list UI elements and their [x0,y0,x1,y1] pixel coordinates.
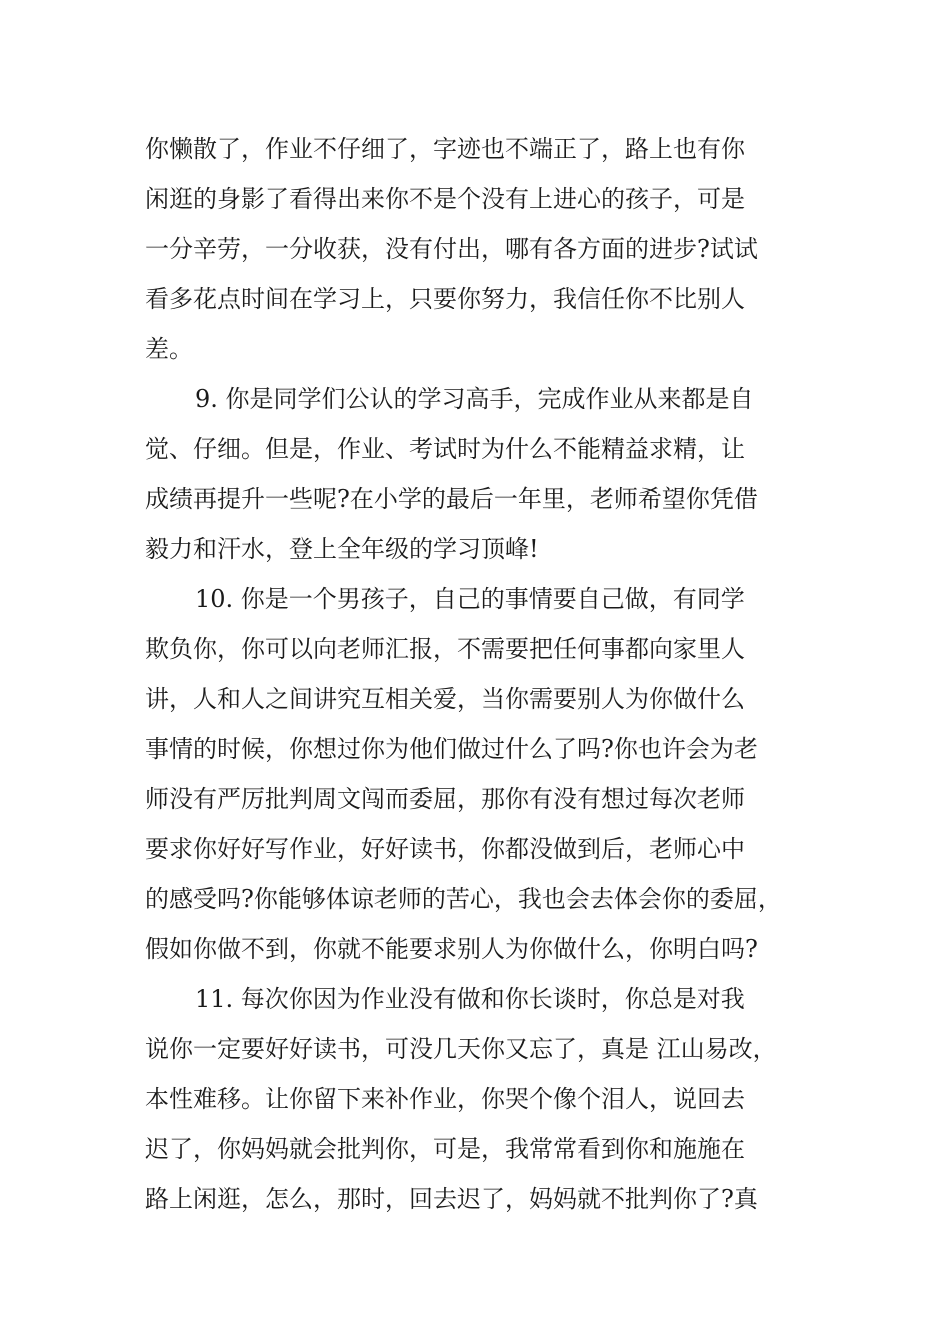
paragraph-10-first-line: 10. 你是一个男孩子，自己的事情要自己做，有同学 [195,585,745,613]
text-line: 的感受吗?你能够体谅老师的苦心，我也会去体会你的委屈， [145,885,782,913]
text-line: 觉、仔细。但是，作业、考试时为什么不能精益求精，让 [145,435,745,463]
text-line: 师没有严厉批判周文闯而委屈，那你有没有想过每次老师 [145,785,745,813]
text-line: 你懒散了，作业不仔细了，字迹也不端正了，路上也有你 [145,135,745,163]
text-line: 闲逛的身影了看得出来你不是个没有上进心的孩子，可是 [145,185,745,213]
text-line: 说你一定要好好读书，可没几天你又忘了，真是 江山易改， [145,1035,777,1063]
text-line: 迟了，你妈妈就会批判你，可是，我常常看到你和施施在 [145,1135,745,1163]
text-line: 要求你好好写作业，好好读书，你都没做到后，老师心中 [145,835,745,863]
paragraph-11-first-line: 11. 每次你因为作业没有做和你长谈时，你总是对我 [195,985,745,1013]
text-line: 一分辛劳，一分收获，没有付出，哪有各方面的进步?试试 [145,235,758,263]
text-line: 欺负你，你可以向老师汇报，不需要把任何事都向家里人 [145,635,745,663]
text-line: 假如你做不到，你就不能要求别人为你做什么，你明白吗? [145,935,758,963]
text-line: 事情的时候，你想过你为他们做过什么了吗?你也许会为老 [145,735,758,763]
text-line: 路上闲逛，怎么，那时，回去迟了，妈妈就不批判你了?真 [145,1185,758,1213]
text-line: 成绩再提升一些呢?在小学的最后一年里，老师希望你凭借 [145,485,758,513]
text-line: 看多花点时间在学习上，只要你努力，我信任你不比别人 [145,285,745,313]
text-line: 差。 [145,335,193,363]
text-line: 本性难移。让你留下来补作业，你哭个像个泪人，说回去 [145,1085,745,1113]
text-line: 讲，人和人之间讲究互相关爱，当你需要别人为你做什么 [145,685,745,713]
text-line: 毅力和汗水，登上全年级的学习顶峰! [145,535,539,563]
paragraph-9-first-line: 9. 你是同学们公认的学习高手，完成作业从来都是自 [195,385,754,413]
